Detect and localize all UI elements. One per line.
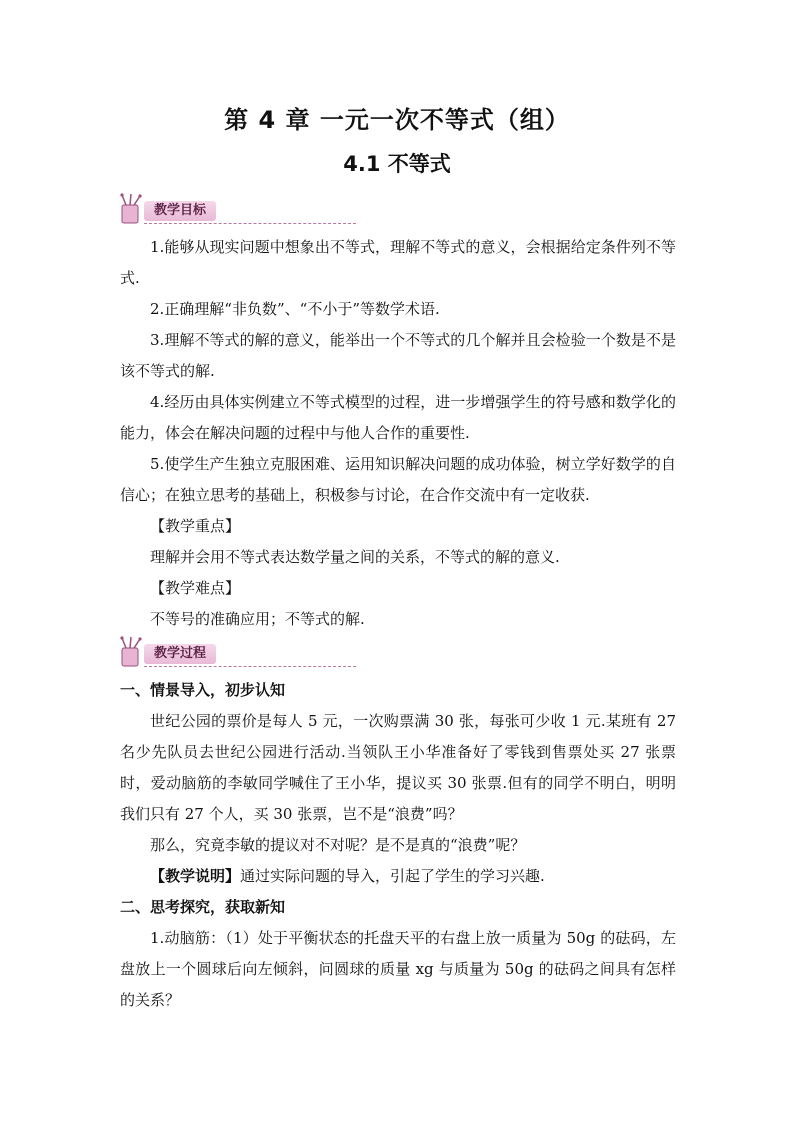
goal-3: 3.理解不等式的解的意义，能举出一个不等式的几个解并且会检验一个数是不是该不等式的解. xyxy=(120,331,676,380)
chapter-title: 第 4 章 一元一次不等式（组） xyxy=(224,106,570,134)
goal-4: 4.经历由具体实例建立不等式模型的过程，进一步增强学生的符号感和数学化的能力，体会在解决问题的过程中与他人合作的重要性. xyxy=(120,393,676,442)
part2-heading: 二、思考探究，获取新知 xyxy=(120,898,286,916)
part1-paragraph-1: 世纪公园的票价是每人 5 元，一次购票满 30 张，每张可少收 1 元.某班有 27 名少先队员去世纪公园进行活动.当领队王小华准备好了零钱到售票处买 27 张票时，爱动脑筋的李敏同学喊住了王小华，提议买 30 张票.但有的同学不明白，明明我们只有 27 个人，买 30 张票，岂不是“浪费”吗？ xyxy=(120,712,676,823)
teaching-goals-label: 教学目标 xyxy=(144,201,216,221)
goal-2: 2.正确理解“非负数”、“不小于”等数学术语. xyxy=(150,300,440,318)
teaching-goals-badge xyxy=(116,193,256,227)
part1-paragraph-2: 那么，究竟李敏的提议对不对呢？是不是真的“浪费”呢？ xyxy=(150,836,526,854)
badge-divider xyxy=(144,223,356,224)
key-point-text: 理解并会用不等式表达数学量之间的关系，不等式的解的意义. xyxy=(150,548,560,566)
teaching-note-text: 通过实际问题的导入，引起了学生的学习兴趣. xyxy=(240,867,545,885)
goal-1: 1.能够从现实问题中想象出不等式，理解不等式的意义，会根据给定条件列不等式. xyxy=(120,238,676,287)
part1-note xyxy=(150,861,545,892)
difficult-point-label: 【教学难点】 xyxy=(150,579,241,597)
teaching-process-label: 教学过程 xyxy=(144,644,216,664)
goal-5: 5.使学生产生独立克服困难、运用知识解决问题的成功体验，树立学好数学的自信心；在独立思考的基础上，积极参与讨论，在合作交流中有一定收获. xyxy=(120,455,676,504)
part1-heading: 一、情景导入，初步认知 xyxy=(120,681,286,699)
part2-paragraph-1: 1.动脑筋：（1）处于平衡状态的托盘天平的右盘上放一质量为 50g 的砝码，左盘放上一个圆球后向左倾斜，问圆球的质量 xg 与质量为 50g 的砝码之间具有怎样的关系？ xyxy=(120,929,676,1009)
difficult-point-text: 不等号的准确应用；不等式的解. xyxy=(150,610,365,628)
teaching-process-badge xyxy=(116,636,256,670)
key-point-label: 【教学重点】 xyxy=(150,517,241,535)
section-title: 4.1 不等式 xyxy=(343,152,451,176)
teaching-note-label: 【教学说明】 xyxy=(150,867,241,885)
badge-divider xyxy=(144,666,356,667)
